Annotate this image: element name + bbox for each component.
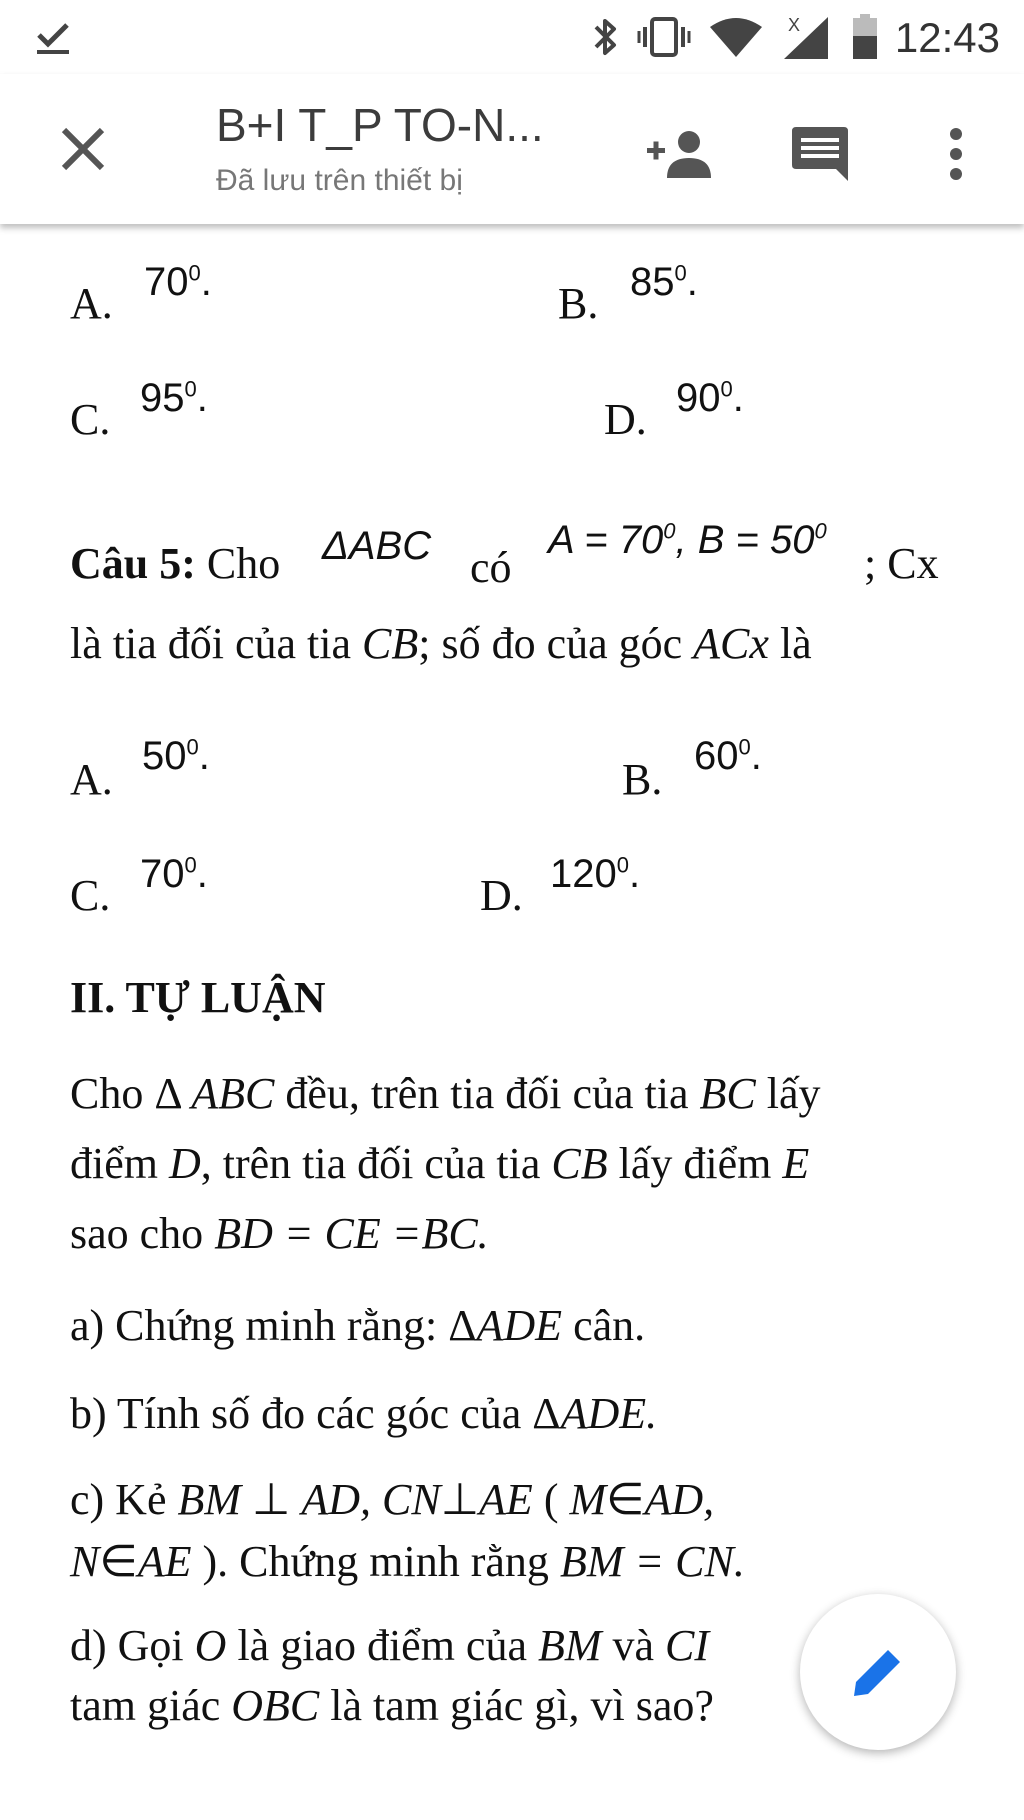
q5-option-d-value: $120^0$. xyxy=(550,852,641,896)
svg-text:X: X xyxy=(788,15,801,35)
item-a: a) Chứng minh rằng: ΔADE cân. xyxy=(70,1301,646,1350)
problem-line-1: Cho Δ ABC đều, trên tia đối của tia BC lấy xyxy=(70,1069,821,1118)
comment-button[interactable] xyxy=(780,114,860,194)
document-subtitle: Đã lưu trên thiết bị xyxy=(216,164,463,197)
item-d-line-2: tam giác OBC là tam giác gì, vì sao? xyxy=(70,1681,714,1730)
status-time: 12:43 xyxy=(894,14,1000,61)
vibrate-icon xyxy=(636,12,692,62)
edit-fab-button[interactable] xyxy=(800,1594,956,1750)
problem-line-2: điểm D, trên tia đối của tia CB lấy điểm E xyxy=(70,1139,810,1188)
q4-option-b-value: $85^0$. xyxy=(630,260,698,304)
q5-option-c-value: $70^0$. xyxy=(140,852,208,896)
item-c-line-2: N∈AE ). Chứng minh rằng BM = CN. xyxy=(70,1537,745,1586)
q4-option-d-value: $90^0$. xyxy=(676,376,744,420)
more-vert-icon xyxy=(946,127,966,181)
add-person-icon xyxy=(645,128,715,180)
pencil-icon xyxy=(848,1642,908,1702)
section-heading: II. TỰ LUẬN xyxy=(70,973,326,1022)
wifi-icon xyxy=(706,12,766,62)
add-person-button[interactable] xyxy=(640,114,720,194)
more-options-button[interactable] xyxy=(916,114,996,194)
q5-option-a-label: A. xyxy=(70,755,113,804)
q5-option-d-label: D. xyxy=(480,871,523,920)
signal-icon xyxy=(780,12,832,62)
q5-option-b-value: $60^0$. xyxy=(694,734,762,778)
q4-option-a-label: A. xyxy=(70,279,113,328)
bluetooth-icon xyxy=(588,12,624,62)
comment-icon xyxy=(790,125,850,183)
q4-option-c-label: C. xyxy=(70,395,111,444)
problem-line-3: sao cho BD = CE =BC. xyxy=(70,1209,489,1258)
item-c-line-1: c) Kẻ BM ⊥ AD, CN⊥AE ( M∈AD, xyxy=(70,1475,715,1524)
q4-option-d-label: D. xyxy=(604,395,647,444)
q5-cx: ; Cx xyxy=(864,539,939,588)
q5-triangle: ΔABC xyxy=(322,524,432,568)
app-bar xyxy=(0,74,1024,224)
q4-option-a-value: $70^0$. xyxy=(144,260,212,304)
battery-icon xyxy=(850,12,880,62)
document-title: B+I T_P TO-N... xyxy=(216,99,544,151)
q5-option-b-label: B. xyxy=(622,755,663,804)
close-button[interactable] xyxy=(48,114,118,184)
q4-option-b-label: B. xyxy=(558,279,599,328)
q5-option-c-label: C. xyxy=(70,871,111,920)
q5-angles: $A = 70^0$, $B = 50^0$ xyxy=(548,518,827,562)
item-d-line-1: d) Gọi O là giao điểm của BM và CI xyxy=(70,1621,710,1670)
q5-option-a-value: $50^0$. xyxy=(142,734,210,778)
q4-option-c-value: $95^0$. xyxy=(140,376,208,420)
document-content[interactable] xyxy=(0,224,1024,1820)
q5-co: có xyxy=(470,543,512,592)
item-b: b) Tính số đo các góc của ΔADE. xyxy=(70,1389,658,1438)
q5-line-2: là tia đối của tia CB; số đo của góc ACx là xyxy=(70,619,812,668)
q5-label: Câu 5: Cho xyxy=(70,539,281,588)
download-done-icon xyxy=(28,12,78,62)
status-bar xyxy=(0,0,1024,74)
close-icon xyxy=(60,126,106,172)
